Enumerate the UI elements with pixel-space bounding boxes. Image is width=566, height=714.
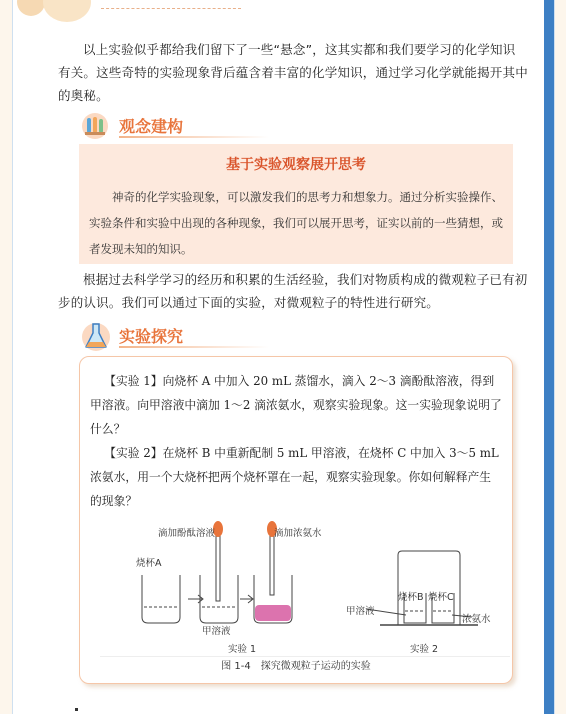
concept-box-text: 神奇的化学实验现象，可以激发我们的思考力和想象力。通过分析实验操作、实验条件和实验中出现的各种现象，我们可以展开思考，证实以前的一些猜想，或者发现未知的知识。 [89,190,503,256]
experiment-box [79,356,513,684]
label-beaker-b: 烧杯B [398,592,424,603]
transition-paragraph: 根据过去科学学习的经历和积累的生活经验，我们对物质构成的微观粒子已有初步的认识。我们可以通过下面的实验，对微观粒子的特性进行研究。 [58,272,528,310]
dropper-1-tube [216,531,220,601]
intro-paragraph: 以上实验似乎都给我们留下了一些“悬念”，这其实都和我们要学习的化学知识有关。这些奇特的实验现象背后蕴含着丰富的化学知识，通过学习化学就能揭开其中的奥秘。 [58,42,528,103]
footer-dot [75,708,78,711]
figure-caption: 图 1-4 探究微观粒子运动的实验 [221,661,371,672]
concept-box-title: 基于实验观察展开思考 [226,157,366,173]
label-beaker-c: 烧杯C [428,592,454,603]
decorative-circle [17,0,45,16]
label-phenolphthalein: 滴加酚酞溶液 [158,528,216,539]
label-beaker-a: 烧杯A [136,558,162,569]
test-tubes-icon [81,112,109,140]
header-underline [119,346,269,348]
decorative-circle [43,0,91,22]
experiment-1-text: 【实验 1】向烧杯 A 中加入 20 mL 蒸馏水，滴入 2～3 滴酚酞溶液，得到甲溶液。向甲溶液中滴加 1～2 滴浓氨水，观察实验现象。这一实验现象说明了什么？ [90,374,502,436]
concept-section-header [81,112,341,140]
experiment-2-text: 【实验 2】在烧杯 B 中重新配制 5 mL 甲溶液，在烧杯 C 中加入 3～5 mL 浓氨水，用一个大烧杯把两个烧杯罩在一起，观察实验现象。你如何解释产生的现象？ [90,446,499,508]
concept-header-text: 观念建构 [119,117,184,136]
dropper-2-tube [270,531,274,595]
large-beaker [398,551,460,625]
experiment-header-text: 实验探究 [119,327,184,346]
flask-icon [81,320,111,352]
caption-exp1: 实验 1 [228,644,257,655]
experiment-section-header [81,322,341,350]
label-ammonia-drop: 滴加浓氨水 [274,528,322,539]
textbook-page [12,0,555,714]
beaker-a [142,575,180,623]
decorative-dashed-line [101,8,241,9]
label-jia-solution-1: 甲溶液 [202,626,231,637]
label-jia-solution-2: 甲溶液 [346,606,375,617]
caption-exp2: 实验 2 [410,644,439,655]
page-edge-bar [544,0,554,714]
concept-box [79,144,513,264]
pink-solution [255,605,291,621]
label-conc-ammonia: 浓氨水 [462,614,491,625]
header-underline [119,136,269,138]
beaker-2 [200,575,238,623]
